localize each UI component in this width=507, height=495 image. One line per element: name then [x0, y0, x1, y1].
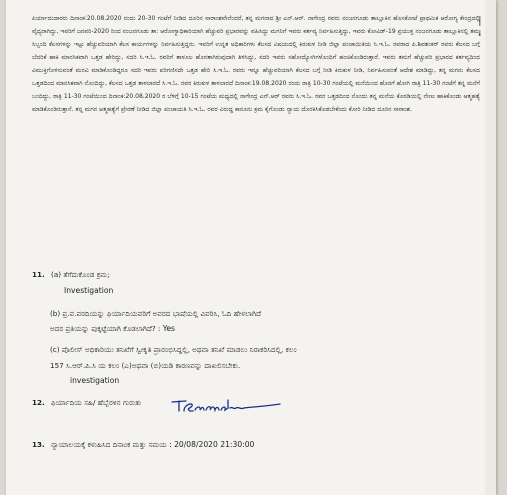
item-11-a — [32, 270, 110, 280]
item-12 — [32, 398, 141, 408]
complainant-signature — [168, 392, 288, 418]
item-11-c-line2 — [50, 361, 240, 371]
item-11-c-question-line2: 157 ಸಿ.ಆರ್.ಪಿ.ಸಿ ಯ ಕಲಂ (ಎ)ಅಥವಾ (ಬಿ)ಯಡಿ ಕಾರಣವನ್ನು ದಾಖಲಿಸಬೇಕು. — [50, 361, 241, 370]
signature-image — [168, 392, 288, 418]
item-11-b-answer: Yes — [162, 324, 175, 333]
page-edge — [485, 0, 496, 495]
document-page — [6, 0, 496, 495]
item-11-a-question: ತೆಗೆದುಕೊಂಡ ಕ್ರಮ; — [63, 270, 110, 279]
item-11-c-answer: investigation — [70, 376, 120, 385]
complaint-summary: ಪಿರ್ಯಾದುದಾರರು ದಿನಾಂಕ:20.08.2020 ರಂದು 20-30 ಗಂಟೆಗೆ ನೀಡಿದ ದೂರಿನ ಸಾರಾಂಶವೇನೆಂದರೆ, ತನ್ನ ಮಗನಾದ ಶ್ರೀ ಎನ್.ಆರ್. ನಾಗೇಂದ್ರ ರವರು ನಂಜನಗೂಡು ತಾಲ್ಲೂಕಿನ ಹೊಸಕೋಟೆ ಪ್ರಾಥಮಿಕ ಆರೋಗ್ಯ ಕೇಂದ್ರದಲ್ಲಿ ವೈದ್ಯರಾಗಿದ್ದು, ಇವರಿಗೆ ಜನವರಿ-2020 ರಿಂದ ನಂಜನಗೂಡು ತಾ: ಆರೋಗ್ಯಾಧಿಕಾರಿಯಾಗಿ ಹೆಚ್ಚುವರಿ ಪ್ರಭಾರವನ್ನು ವಹಿಸಿದ್ದು ಮಗನಿಗೆ ಇವರು ಕರ್ತವ್ಯ ನಿರ್ವಹಿಸುತ್ತಿದ್ದು, ಇವರು ಕೋವಿಡ್-19 ಪ್ರಯುಕ್ತ ನಂಜನಗೂಡು ತಾಲ್ಲೂಕಿನಲ್ಲಿ ತಮ್ಮ ಸಿಬ್ಬಂದಿ ಕೆಲಸಗಳನ್ನು ಇಟ್ಟು ಹೆಚ್ಚುವರಿಯಾಗಿ ಕೆಲಸ ಕಾರ್ಯಗಳನ್ನು ನಿರ್ವಹಿಸುತ್ತಿದ್ದರು. ಇವರಿಗೆ ಉನ್ನತ ಅಧಿಕಾರಿಗಳು ಕೆಲಸದ ವಿಷಯದಲ್ಲಿ ಕಿರುಕುಳ ನೀಡಿ ಜಿಲ್ಲಾ ಪಂಚಾಯಿತಿಯ ಸಿ.ಇ.ಓ. ರವರಾದ ಪಿ.ಶಿವಶಂಕರ್ ರವರು ಕೆಲಸದ ಬಗ್ಗೆ ಬೆದರಿಕೆ ಹಾಕಿ ಮಾನಸಿಕವಾಗಿ ಒತ್ತಡ ಹೇರಿದ್ದು, ಸದರಿ ಸಿ.ಇ.ಓ. ರವರಿಗೆ ತಾಳೂಲ ಹೊರತಾಗಿರುವುದಾಗಿ ತಿಳಿಸಿದ್ದು, ಸದರಿ ಇವರು ಸಹೋದ್ಯೋಗಿಗಳೊಂದಿಗೆ ಹಂಚಿಕೊಂಡಿರುತ್ತಾರೆ. ಇವರು ತಮಗೆ ಹೆಚ್ಚುವರಿ ಪ್ರಭಾರದ ಕರ್ತವ್ಯದಿಂದ ವಿಮುಕ್ತಿಗೊಳಿಸುವಂತೆ ಮನವಿ ಮಾಡಿಕೊಂಡಿದ್ದರೂ ಸದರಿ ಇವರು ಪರಿಗಣಿಸದೇ ಒತ್ತಡ ಹೇರಿ ಸಿ.ಇ.ಓ. ರವರು ಇನ್ನೂ ಹೆಚ್ಚುವರಿಯಾಗಿ ಕೆಲಸದ ಬಗ್ಗೆ ನೀಡಿ ಕಿರುಕುಳ ನೀಡಿ, ನಿರ್ವಹಿಸುವಂತೆ ಆದೇಶ ಮಾಡಿದ್ದು, ತನ್ನ ಮಗನು ಕೆಲಸದ ಒತ್ತಡದಿಂದ ಮಾನಸಿಕವಾಗಿ ನೊಂದಿದ್ದು, ಕೆಲಸದ ಒತ್ತಡ ತಾಳಲಾರದೆ ಸಿ.ಇ.ಓ. ರವರ ಕಿರುಕುಳ ತಾಳಲಾರದೆ ದಿನಾಂಕ:19.08.2020 ರಂದು ರಾತ್ರಿ 10-30 ಗಂಟೆಯಲ್ಲಿ ಮನೆಯಿಂದ ಹೊರಗೆ ಹೋಗಿ ರಾತ್ರಿ 11-30 ಗಂಟೆಗೆ ತನ್ನ ಮನೆಗೆ ಬಂದಿದ್ದು, ರಾತ್ರಿ 11-30 ಗಂಟೆಯಿಂದ ದಿನಾಂಕ:20.08.2020 ರ ಬೆಳಿಗ್ಗೆ 10-15 ಗಂಟೆಯ ಮಧ್ಯದಲ್ಲಿ ನಾಗೇಂದ್ರ ಎನ್.ಆರ್ ರವರು ಸಿ.ಇ.ಓ. ರವರ ಒತ್ತಡದಿಂದ ನೊಂದು ತನ್ನ ಮನೆಯ ಕೊಠಡಿಯಲ್ಲಿ ನೇಣು ಹಾಕಿಕೊಂಡು ಆತ್ಮಹತ್ಯೆ ಮಾಡಿಕೊಂಡಿರುತ್ತಾನೆ. ತನ್ನ ಮಗನ ಆತ್ಮಹತ್ಯೆಗೆ ಪ್ರೇರಣೆ ನೀಡಿದ ಜಿಲ್ಲಾ ಪಂಚಾಯತಿ ಸಿ.ಇ.ಓ. ರವರ ವಿರುದ್ಧ ಕಾನೂನು ಕ್ರಮ ಕೈಗೊಂಡು ನ್ಯಾಯ ದೊರಕಿಸಿಕೊಡಬೇಕೆಂದು ಕೋರಿ ನೀಡಿದ ದೂರಿನ ಸಾರಾಂಶ. — [32, 15, 480, 113]
item-11-c-label: (c) — [50, 345, 60, 354]
item-11-b-question-line2: ಅದರ ಪ್ರತಿಯನ್ನು ಪುಕ್ಕಟ್ಟೆಯಾಗಿ ಕೊಡಲಾಗಿದೆ? : — [50, 324, 161, 333]
item-11-b — [50, 309, 261, 319]
item-12-label: ಫಿರ್ಯಾದಿಯ ಸಹಿ/ ಹೆಬ್ಬೆರಳಿನ ಗುರುತು — [51, 398, 142, 407]
item-11-c — [50, 345, 297, 355]
item-12-number: 12. — [32, 398, 45, 407]
item-11-b-question-line1: ಪ್ರ.ವ.ವರದಿಯನ್ನು ಫಿರ್ಯಾದಿಯವರಿಗೆ ಅವರದ ಭಾಷೆಯಲ್ಲಿ ವಿವರಿಸಿ, ಓದಿ ಹೇಳಲಾಗಿದೆ — [62, 309, 262, 318]
item-11-b-label: (b) — [50, 309, 61, 318]
item-13-label: ನ್ಯಾಯಾಲಯಕ್ಕೆ ಕಳುಹಿಸಿದ ದಿನಾಂಕ ಮತ್ತು ಸಮಯ — [51, 440, 167, 449]
item-13-number: 13. — [32, 440, 45, 449]
item-11-c-question-line1: ಪೊಲೀಸ್ ಅಧಿಕಾರಿಯು ತನಿಖೆಗೆ ಸ್ವೀಕೃತಿ ಪ್ರಾರಂಭಿಸಿದ್ದಲ್ಲಿ, ಅಥವಾ ತನಿಖೆ ಮಾಡಲು ನಿರಾಕರಿಸಿದಲ್ಲಿ, ಕಲಂ — [61, 345, 297, 354]
item-13 — [32, 440, 254, 450]
item-13-value: : 20/08/2020 21:30:00 — [169, 440, 255, 449]
item-11-number: 11. — [32, 270, 45, 279]
item-11-a-answer: Investigation — [64, 286, 114, 295]
item-11-b-line2 — [50, 324, 175, 334]
item-11-a-label: (a) — [51, 270, 62, 279]
